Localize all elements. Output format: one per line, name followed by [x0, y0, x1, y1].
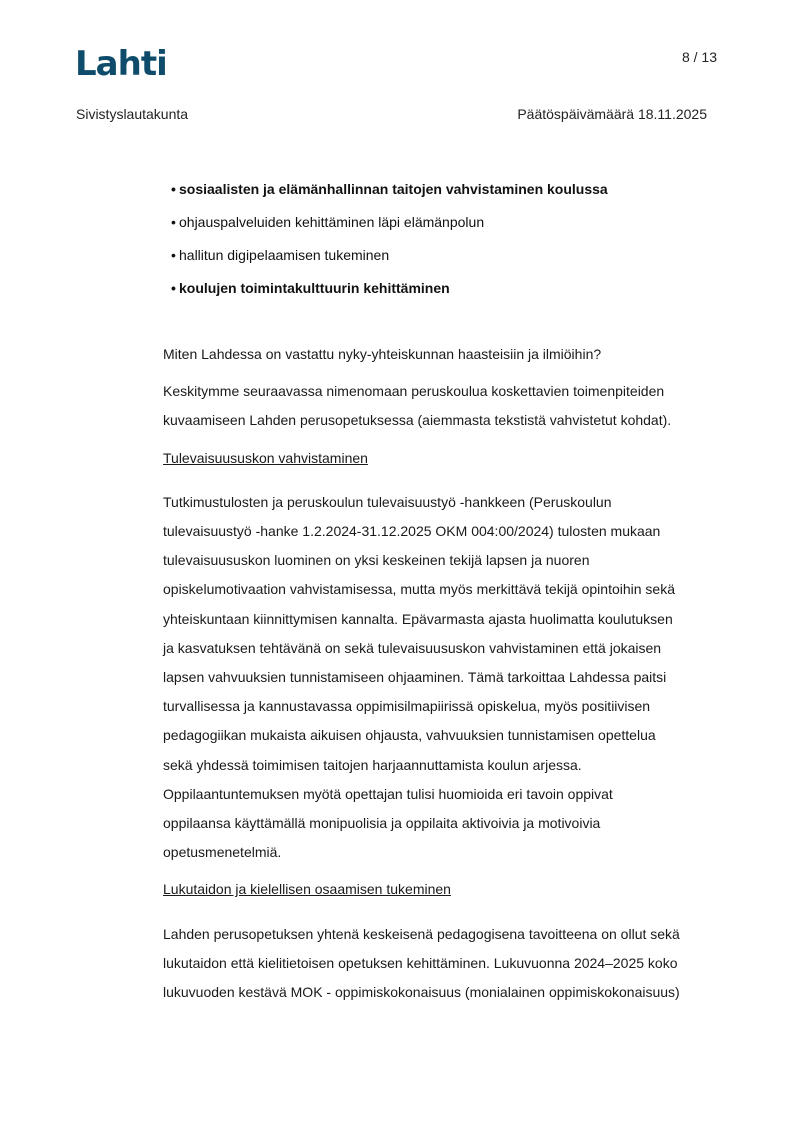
text-line: Oppilaantuntemuksen myötä opettajan tulisi huomioida eri tavoin oppivat [163, 785, 613, 802]
text-line: yhteiskuntaan kiinnittymisen kannalta. Epävarmasta ajasta huolimatta koulutuksen [163, 610, 673, 627]
bullet-icon: • [171, 214, 176, 230]
text-line: tulevaisuususkon luominen on yksi keskeinen tekijä lapsen ja nuoren [163, 552, 590, 569]
section2-paragraph [163, 920, 723, 1008]
list-item-text: sosiaalisten ja elämänhallinnan taitojen vahvistaminen koulussa [179, 181, 608, 197]
text-line: kuvaamiseen Lahden perusopetuksessa (aiemmasta tekstistä vahvistetut kohdat). [163, 412, 672, 429]
document-body [163, 340, 723, 1015]
bullet-icon: • [171, 280, 176, 296]
text-line: lapsen vahvuuksien tunnistamiseen ohjaaminen. Tämä tarkoittaa Lahdessa paitsi [163, 669, 667, 686]
text-line: sekä yhdessä toimimisen taitojen harjaannuttamista koulun arjessa. [163, 756, 582, 773]
intro-paragraph [163, 377, 723, 435]
bullet-icon: • [171, 247, 176, 263]
question-paragraph: Miten Lahdessa on vastattu nyky-yhteiskunnan haasteisiin ja ilmiöihin? [163, 346, 602, 362]
text-line: opiskelumotivaation vahvistamisessa, mutta myös merkittävä tekijä opintoihin sekä [163, 581, 676, 598]
organization-name: Sivistyslautakunta [76, 106, 189, 122]
text-line: turvallisessa ja kannustavassa oppimisilmapiirissä opiskelua, myös positiivisen [163, 698, 651, 715]
section-heading: Tulevaisuususkon vahvistaminen [163, 449, 368, 466]
text-line: Tutkimustulosten ja peruskoulun tulevaisuustyö -hankkeen (Peruskoulun [163, 493, 612, 510]
text-line: lukutaidon että kielitietoisen opetuksen kehittäminen. Lukuvuonna 2024–2025 koko [163, 954, 678, 971]
text-line: oppilaansa käyttämällä monipuolisia ja oppilaita aktivoivia ja motivoivia [163, 815, 601, 832]
lahti-logo: Lahti [75, 44, 167, 84]
text-line: tulevaisuustyö -hanke 1.2.2024-31.12.2025 OKM 004:00/2024) tulosten mukaan [163, 523, 661, 540]
list-item [171, 277, 608, 310]
decision-date: Päätöspäivämäärä 18.11.2025 [517, 106, 707, 122]
list-item [171, 178, 608, 211]
text-line: ja kasvatuksen tehtävänä on sekä tulevaisuususkon vahvistaminen että jokaisen [163, 639, 662, 656]
bullet-icon: • [171, 181, 176, 197]
page-indicator: 8 / 13 [681, 49, 717, 65]
section1-paragraph [163, 488, 723, 868]
list-item [171, 211, 608, 244]
section-heading: Lukutaidon ja kielellisen osaamisen tukeminen [163, 881, 451, 898]
list-item-text: koulujen toimintakulttuurin kehittäminen [179, 280, 450, 296]
text-line: lukuvuoden kestävä MOK - oppimiskokonaisuus (monialainen oppimiskokonaisuus) [163, 984, 680, 1001]
bullet-list [171, 178, 608, 310]
text-line: pedagogiikan mukaista aikuisen ohjausta, vahvuuksien tunnistamisen opettelua [163, 727, 656, 744]
text-line: Keskitymme seuraavassa nimenomaan peruskoulua koskettavien toimenpiteiden [163, 383, 665, 400]
list-item-text: ohjauspalveluiden kehittäminen läpi elämänpolun [179, 214, 485, 230]
text-line: opetusmenetelmiä. [163, 844, 282, 861]
list-item-text: hallitun digipelaamisen tukeminen [179, 247, 390, 263]
text-line: Lahden perusopetuksen yhtenä keskeisenä pedagogisena tavoitteena on ollut sekä [163, 925, 680, 942]
list-item [171, 244, 608, 277]
